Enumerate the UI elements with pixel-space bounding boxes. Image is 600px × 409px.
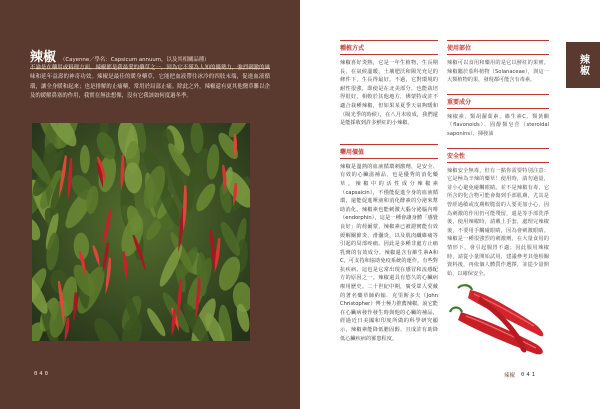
chapter-tab bbox=[566, 42, 600, 88]
parts-text: 辣椒可以食用和藥用的是它以鮮紅的果實。辣椒屬於茄科植物（Solanaceae），與這一大類植物的果，發現都可能含有毒素。 bbox=[447, 60, 549, 84]
main-column bbox=[340, 40, 438, 343]
herb-title: 辣椒 bbox=[30, 50, 57, 65]
right-footer bbox=[504, 371, 537, 379]
growing-heading: 種植方式 bbox=[340, 40, 438, 55]
safety-heading: 安全性 bbox=[447, 148, 549, 163]
sidebar-column bbox=[447, 40, 549, 278]
safety-text: 辣椒安全無毒，但有一點你需要特別注意：它是極為辛辣的藥草！使用時，請勿過量，並小心避免碰觸眼睛。並不是辣椒有毒，它所含的化合物可能會傷到手部肌膚，尤其是曾經過敏或皮膚較脆弱的人要更加小心，因為刺激的作用仍可能殘留，還是等手部洗淨後，使用辣椒時，請戴上手套，處理完辣椒後，不要用手觸碰眼睛，因為會刺激眼睛。辣椒是一種很強烈的刺激劑，在大量食用的情形下，會引起腸胃不適；因此服用辣椒時，請從小量開始試用，建議參考其他相關資料後，再依個人體質作選擇，並從少量開始，以確保安全。 bbox=[447, 167, 549, 277]
chapter-tab-label: 辣椒 bbox=[577, 54, 589, 76]
chili-plant-illustration bbox=[32, 123, 250, 341]
components-heading: 重要成分 bbox=[447, 94, 549, 109]
components-text: 辣椒素、類胡蘿蔔素、維生素C、類黃酮（flavonoids）、固醇類皂苷（steroidal saponins）、揮發油 bbox=[447, 113, 549, 137]
medicinal-text: 辣椒是溫熱的血液循環刺激劑，是安全、有效的心臟滋補品，也是優秀的消化藥草。辣椒中的活性成分辣椒素（capsaicin），不僅能促進全身的血液循環，還能促進唾液和消化酵素的分泌來幫助消化。辣椒素也能刺激大腦分泌腦內啡（endorphin），這是一種會讓身體「感覺良好」的荷爾蒙，辣椒素已被證實能有效緩解關節炎、滑囊炎，以及肌肉纖維痛等引起的局部疼痛。因此是多種非處方止痛乳膏的有效成分。辣椒還含有維生素A和C，可支持和協助免疫系統的運作。有些對抗疾病、這也是它常出現在感冒和流感配方的原因之一。辣椒還具有悠久的心臟病療用歷史。二十世紀中期，廣受眾人愛戴的著名藥草師約翰．克里斯多夫（John Christopher）博士極力推薦辣椒，說它能在心臟病發作發生時與他的心臟的補品，經過近日美國和印度所做的科學研究顯示，辣椒素能降低膽固醇、且成許有助降低心臟疾病的罹患程度。 bbox=[340, 163, 438, 342]
medicinal-heading: 藥用價值 bbox=[340, 144, 438, 159]
red-chili-illustration bbox=[440, 282, 552, 358]
growing-text: 辣椒喜好炎熱，它是一年生植物，生長期長，在氣候溫暖、土壤肥沃和陽光充足的條件下，生長得最好。不過，它對環境的耐性很強，即使是在北美部分，也能栽培得很好，相較於其他地方，佛蒙特或許不適合栽種辣椒，但如果某夏季天氣夠暖和（陽光季的時候），在八月末收成，我們還是能採收到許多鮮紅的小辣椒。 bbox=[340, 60, 438, 127]
right-page bbox=[300, 0, 600, 409]
running-footer-title: 辣椒 bbox=[504, 373, 516, 379]
herb-intro-text: 不論是在藥用或料理方面，辣椒都是我最愛的藥草之一，因為它不僅為人知的優勢力，強烈刺激的風味和延年益壽的神奇功效。辣椒是最佳的暖身藥草，它能把血液帶往冰冷的四肢末端，促進血液循環，讓全身暖和起來；也是排解的止痛藥，常用於局部止痛。除此之外，辣椒還有更其他醫草難以企及的緩解鼻塞的作用，我實在無法想像，沒有它我該如何度過冬季。 bbox=[30, 65, 270, 99]
parts-heading: 使用部位 bbox=[447, 40, 549, 55]
right-page-number: 041 bbox=[521, 372, 537, 378]
left-page-number: 040 bbox=[34, 371, 50, 377]
herb-scientific-name: （Cayenne／學名：Capsicum annuum，以及其相關品種） bbox=[60, 57, 210, 63]
chili-plant-photo bbox=[32, 123, 250, 341]
